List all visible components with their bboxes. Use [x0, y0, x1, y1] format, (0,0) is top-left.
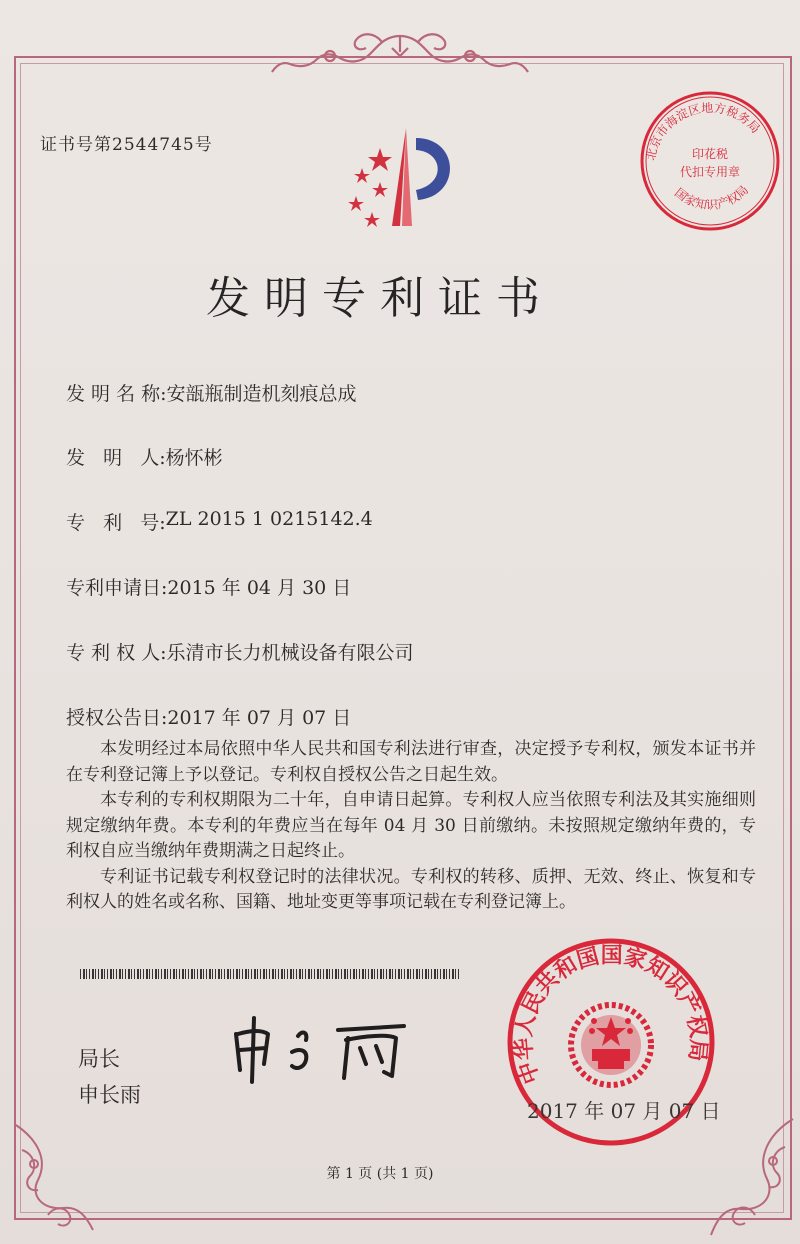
field-grant-date: [66, 703, 351, 730]
body-paragraph-1: 本发明经过本局依照中华人民共和国专利法进行审查，决定授予专利权，颁发本证书并在专利登记簿上予以登记。专利权自授权公告之日起生效。: [66, 739, 756, 785]
patentee-label: 专 利 权 人:: [66, 642, 167, 664]
patent-number-label: 专 利 号:: [66, 512, 166, 534]
barcode-strip: [80, 969, 460, 979]
seal-date: 2017 年 07 月 07 日: [527, 1099, 721, 1123]
page-number: 第 1 页 (共 1 页): [326, 1166, 434, 1182]
invention-name-value: 安瓿瓶制造机刻痕总成: [166, 383, 357, 405]
top-ornament-icon: [270, 28, 530, 80]
field-inventor: [66, 443, 223, 470]
inventor-value: 杨怀彬: [165, 447, 223, 469]
certificate-number: 证书号第2544745号: [40, 135, 213, 155]
tax-stamp-outer-text: 北京市海淀区地方税务局: [643, 100, 763, 162]
tax-stamp-seal-icon: [634, 86, 786, 236]
patentee-value: 乐清市长力机械设备有限公司: [166, 642, 414, 664]
tax-stamp-bottom-text: 国家知识产权局: [672, 182, 752, 213]
application-date-label: 专利申请日:: [66, 577, 168, 599]
application-date-value: 2015 年 04 月 30 日: [167, 577, 352, 599]
sipo-logo-icon: [340, 118, 470, 230]
handwritten-signature: [228, 1012, 428, 1084]
body-paragraph-2: 本专利的专利权期限为二十年，自申请日起算。专利权人应当依照专利法及其实施细则规定缴纳年费。本专利的年费应当在每年 04 月 30 日前缴纳。未按照规定缴纳年费的，专利权自应当缴纳年费期满之日起终止。: [66, 790, 756, 861]
field-invention-name: [66, 379, 357, 406]
field-patentee: [66, 638, 414, 665]
body-paragraph-3: 专利证书记载专利权登记时的法律状况。专利权的转移、质押、无效、终止、恢复和专利权人的姓名或名称、国籍、地址变更等事项记载在专利登记簿上。: [66, 866, 756, 912]
tax-stamp-line-1: 印花税: [691, 147, 729, 161]
page-title: 发明专利证书: [206, 273, 554, 324]
svg-text:国家知识产权局: [672, 183, 751, 212]
certificate-body-text: [66, 737, 756, 916]
inventor-label: 发 明 人:: [66, 447, 166, 469]
national-emblem-icon: [571, 1005, 651, 1085]
invention-name-label: 发 明 名 称:: [66, 383, 167, 405]
patent-number-value: ZL 2015 1 0215142.4: [165, 508, 373, 530]
seal-ring-text: 中华人民共和国国家知识产权局: [511, 943, 711, 1087]
field-patent-number: [66, 508, 373, 535]
field-application-date: [66, 573, 351, 600]
director-name: 申长雨: [78, 1083, 141, 1107]
grant-date-value: 2017 年 07 月 07 日: [167, 707, 352, 729]
tax-stamp-line-2: 代扣专用章: [679, 165, 741, 179]
director-title: 局长: [78, 1047, 120, 1071]
grant-date-label: 授权公告日:: [66, 707, 168, 729]
